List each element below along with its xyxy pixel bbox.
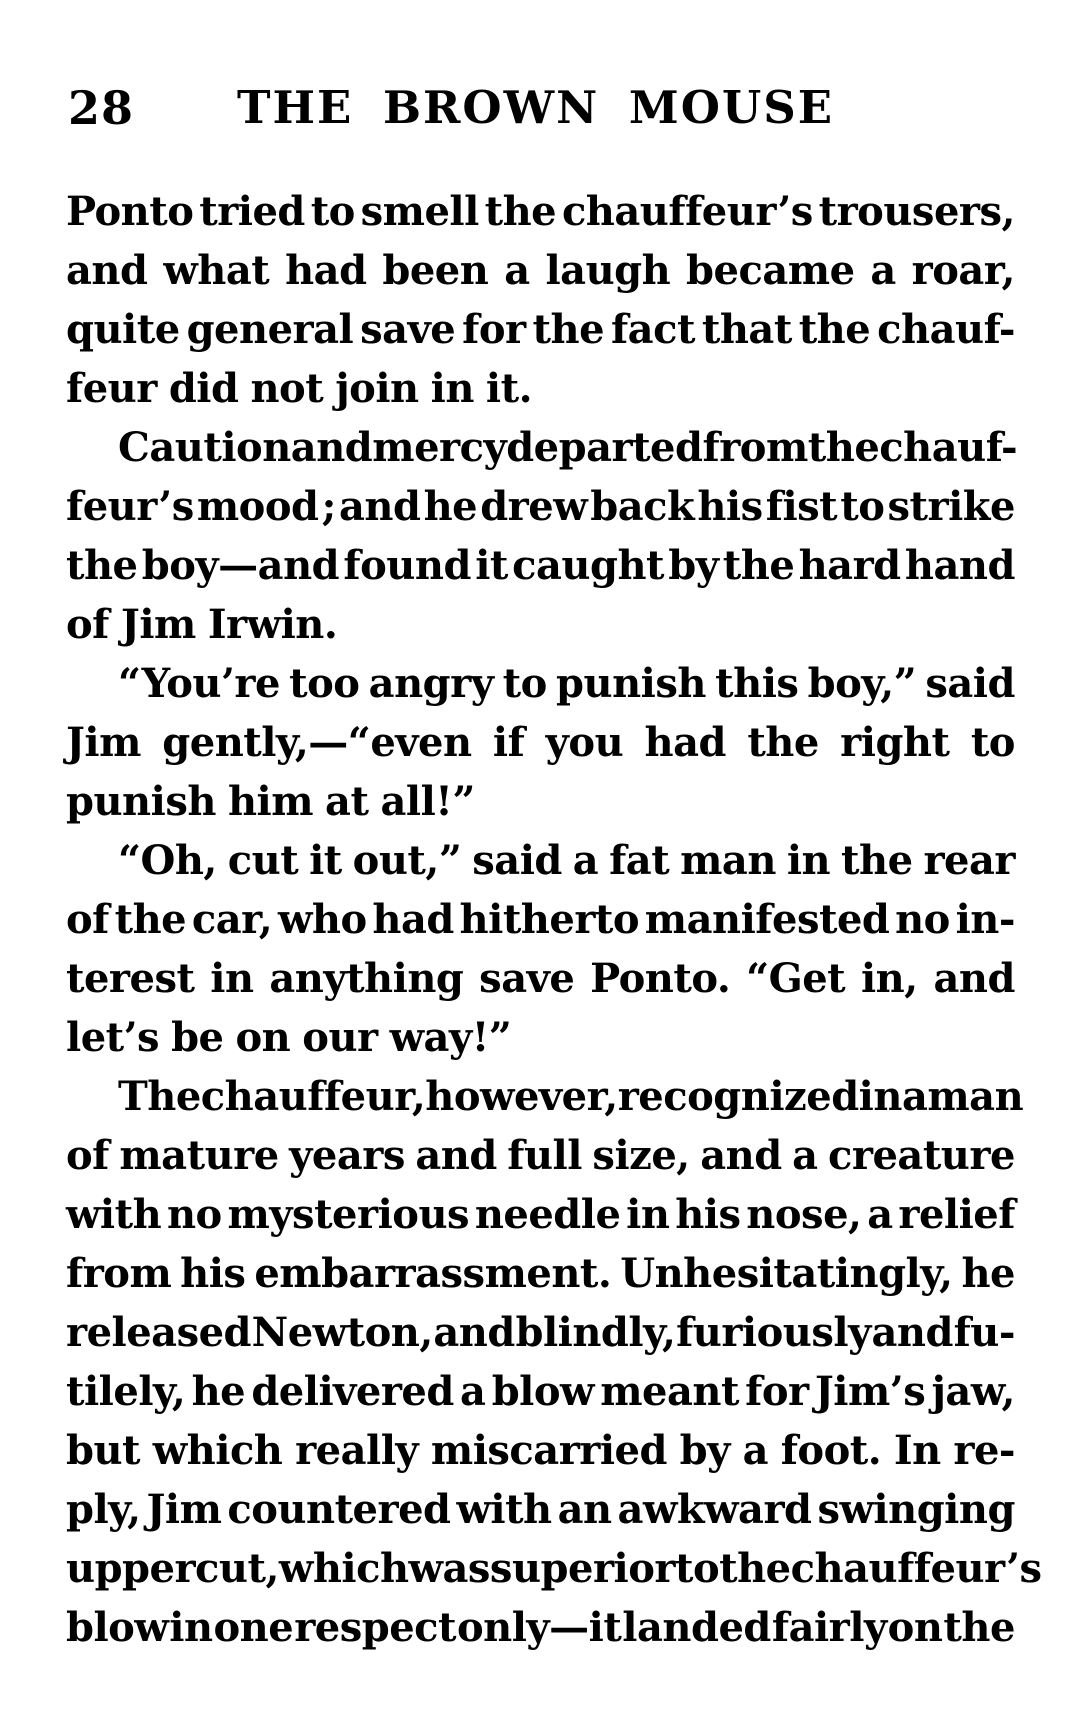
text-line: Caution and mercy departed from the chauf-	[118, 424, 1018, 471]
text-line: let’s be on our way!”	[66, 1014, 512, 1061]
text-line: released Newton, and blindly, furiously and fu-	[66, 1309, 1015, 1356]
text-line: Ponto tried to smell the chauffeur’s trousers,	[66, 188, 1015, 235]
text-line: the boy—and found it caught by the hard hand	[66, 542, 1015, 589]
page-text	[66, 182, 1042, 1657]
text-line: blow in one respect only—it landed fairly on the	[66, 1604, 1015, 1651]
text-line: from his embarrassment. Unhesitatingly, he	[66, 1250, 1015, 1297]
page-header	[0, 81, 1071, 135]
text-line: tilely, he delivered a blow meant for Jim’s jaw,	[66, 1368, 1015, 1415]
page-number: 28	[68, 81, 135, 135]
text-line: of mature years and full size, and a creature	[66, 1132, 1015, 1179]
text-line: terest in anything save Ponto. “Get in, and	[66, 955, 1015, 1002]
text-line: feur’s mood ; and he drew back his fist to strike	[66, 483, 1015, 530]
running-title: THE BROWN MOUSE	[237, 81, 834, 134]
text-line: but which really miscarried by a foot. In re-	[66, 1427, 1015, 1474]
text-line: quite general save for the fact that the chauf-	[66, 306, 1015, 353]
text-line: Jim gently,—“even if you had the right to	[66, 719, 1015, 766]
text-line: feur did not join in it.	[66, 365, 533, 412]
text-line: uppercut, which was superior to the chauffeur’s	[66, 1545, 1042, 1592]
text-line: punish him at all!”	[66, 778, 475, 825]
text-line: The chauffeur, however, recognized in a man	[118, 1073, 1024, 1120]
text-line: and what had been a laugh became a roar,	[66, 247, 1015, 294]
text-line: “You’re too angry to punish this boy,” said	[118, 660, 1015, 707]
text-line: of Jim Irwin.	[66, 601, 338, 648]
text-line: ply, Jim countered with an awkward swinging	[66, 1486, 1015, 1533]
text-line: of the car, who had hitherto manifested no in-	[66, 896, 1015, 943]
text-line: with no mysterious needle in his nose, a relief	[66, 1191, 1015, 1238]
text-line: “Oh, cut it out,” said a fat man in the rear	[118, 837, 1015, 884]
